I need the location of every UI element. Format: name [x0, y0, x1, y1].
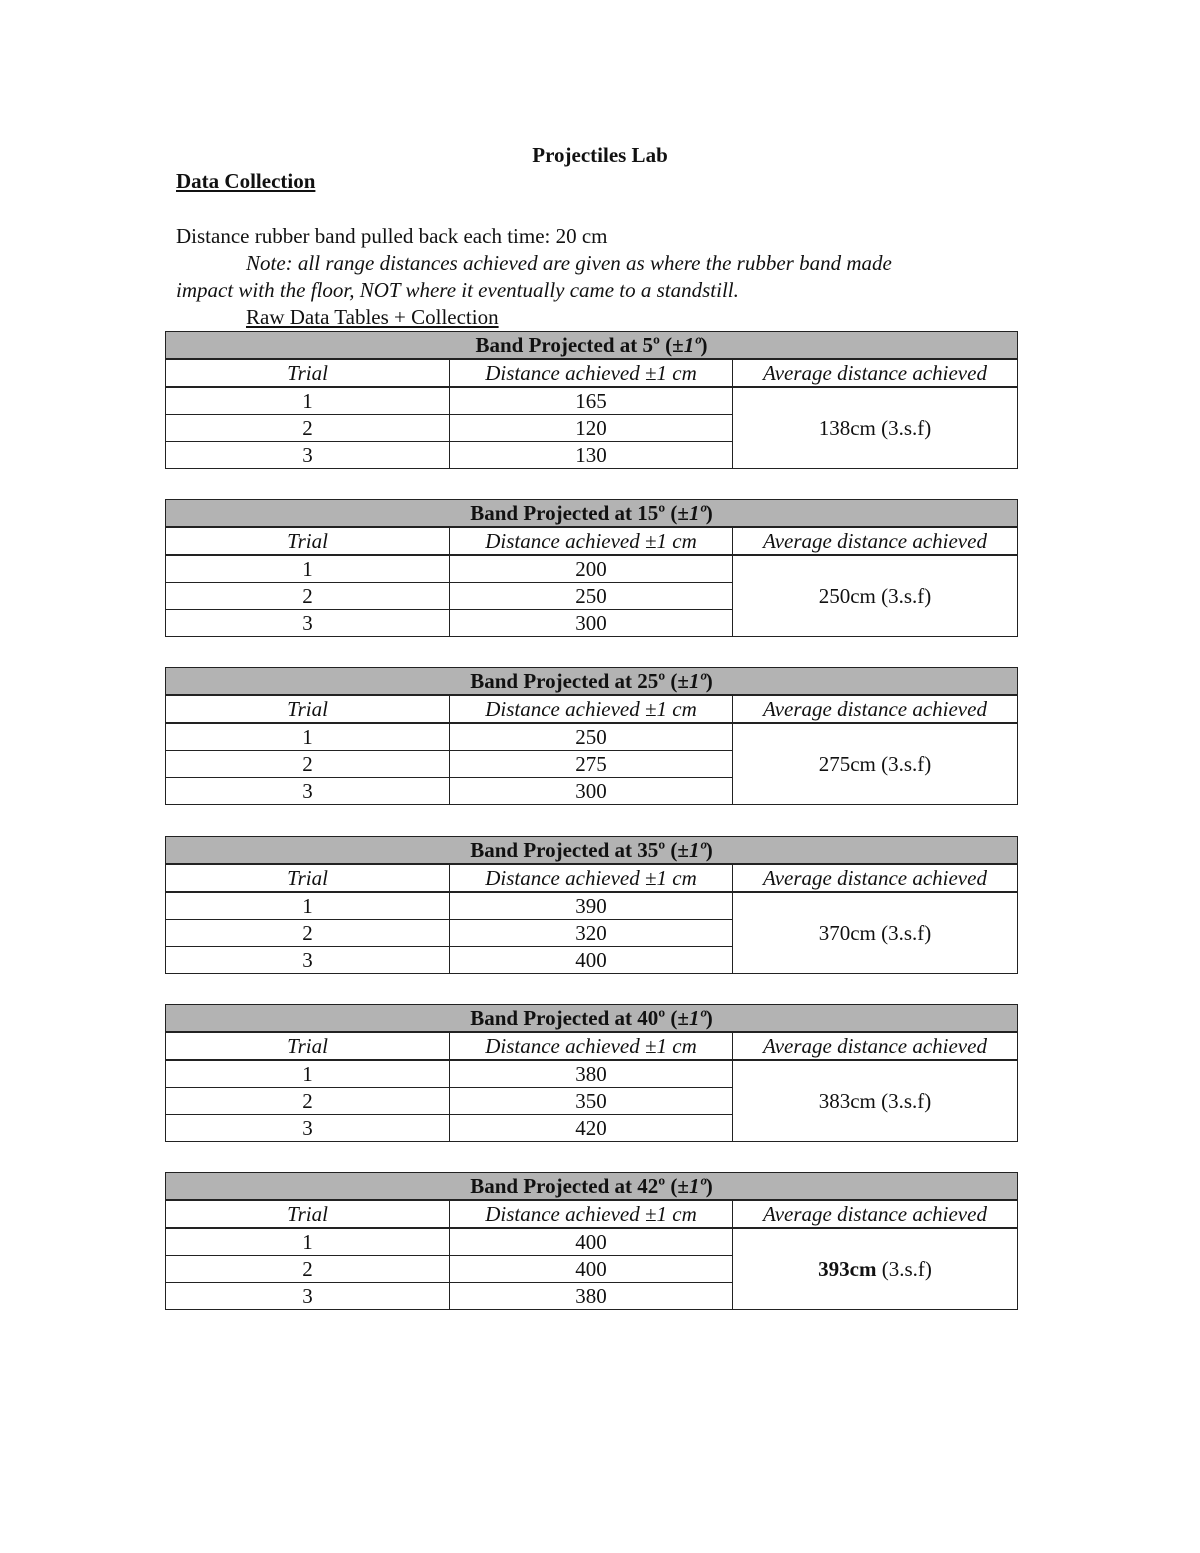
distance-cell: 120	[450, 415, 733, 442]
average-sigfig-note: (3.s.f)	[876, 1257, 932, 1281]
average-sigfig-note: (3.s.f)	[875, 1089, 932, 1113]
distance-cell: 400	[450, 947, 733, 974]
table-heading-uncertainty: 1º	[683, 333, 701, 357]
table-heading-suffix: )	[705, 1174, 713, 1198]
table-heading-text: Band Projected at 15º (±	[470, 501, 689, 525]
distance-cell: 250	[450, 723, 733, 751]
data-table	[165, 667, 1018, 805]
table-row	[166, 1060, 1018, 1088]
trial-cell: 1	[166, 723, 450, 751]
table-heading-text: Band Projected at 40º (±	[470, 1006, 689, 1030]
table-heading-suffix: )	[705, 501, 713, 525]
table-heading-text: Band Projected at 5º (±	[475, 333, 684, 357]
distance-cell: 275	[450, 751, 733, 778]
table-row	[166, 892, 1018, 920]
trial-cell: 1	[166, 387, 450, 415]
table-row	[166, 387, 1018, 415]
data-table	[165, 1004, 1018, 1142]
trial-cell: 3	[166, 947, 450, 974]
average-value: 383cm	[818, 1089, 876, 1113]
distance-cell: 130	[450, 442, 733, 469]
table-heading	[166, 837, 1018, 865]
distance-cell: 300	[450, 610, 733, 637]
column-header-trial: Trial	[166, 1200, 450, 1228]
distance-cell: 320	[450, 920, 733, 947]
average-cell	[733, 555, 1018, 637]
table-heading-text: Band Projected at 25º (±	[470, 669, 689, 693]
trial-cell: 2	[166, 1088, 450, 1115]
table-heading-suffix: )	[705, 669, 713, 693]
pullback-distance-text: Distance rubber band pulled back each time: 20 cm	[176, 224, 608, 248]
column-header-average: Average distance achieved	[733, 359, 1018, 387]
column-header-average: Average distance achieved	[733, 695, 1018, 723]
trial-cell: 1	[166, 892, 450, 920]
average-cell	[733, 723, 1018, 805]
table-heading-text: Band Projected at 42º (±	[470, 1174, 689, 1198]
column-header-trial: Trial	[166, 695, 450, 723]
table-heading-uncertainty: 1º	[688, 1174, 706, 1198]
trial-cell: 3	[166, 1115, 450, 1142]
column-header-average: Average distance achieved	[733, 527, 1018, 555]
table-heading	[166, 1173, 1018, 1201]
column-header-distance: Distance achieved ±1 cm	[450, 695, 733, 723]
note-text-line-2: impact with the floor, NOT where it eventually came to a standstill.	[176, 278, 739, 302]
average-value: 275cm	[818, 752, 876, 776]
page-title: Projectiles Lab	[532, 143, 668, 167]
table-row	[166, 1228, 1018, 1256]
average-value: 370cm	[818, 921, 876, 945]
section-heading: Data Collection	[176, 169, 316, 193]
average-sigfig-note: (3.s.f)	[875, 752, 932, 776]
table-heading	[166, 332, 1018, 360]
trial-cell: 1	[166, 555, 450, 583]
distance-cell: 350	[450, 1088, 733, 1115]
column-header-distance: Distance achieved ±1 cm	[450, 359, 733, 387]
average-value: 138cm	[818, 416, 876, 440]
table-heading	[166, 500, 1018, 528]
column-header-average: Average distance achieved	[733, 1200, 1018, 1228]
column-header-trial: Trial	[166, 359, 450, 387]
table-row	[166, 723, 1018, 751]
column-header-distance: Distance achieved ±1 cm	[450, 1032, 733, 1060]
trial-cell: 2	[166, 920, 450, 947]
column-header-distance: Distance achieved ±1 cm	[450, 864, 733, 892]
table-heading-suffix: )	[705, 838, 713, 862]
distance-cell: 165	[450, 387, 733, 415]
table-heading-suffix: )	[705, 1006, 713, 1030]
distance-cell: 250	[450, 583, 733, 610]
column-header-average: Average distance achieved	[733, 1032, 1018, 1060]
average-cell	[733, 1228, 1018, 1310]
trial-cell: 3	[166, 442, 450, 469]
table-heading	[166, 668, 1018, 696]
distance-cell: 400	[450, 1228, 733, 1256]
distance-cell: 380	[450, 1283, 733, 1310]
table-heading-suffix: )	[700, 333, 708, 357]
trial-cell: 3	[166, 610, 450, 637]
distance-cell: 380	[450, 1060, 733, 1088]
data-table	[165, 499, 1018, 637]
average-cell	[733, 1060, 1018, 1142]
trial-cell: 2	[166, 583, 450, 610]
table-heading-uncertainty: 1º	[688, 501, 706, 525]
table-heading-uncertainty: 1º	[688, 669, 706, 693]
data-table	[165, 331, 1018, 469]
column-header-average: Average distance achieved	[733, 864, 1018, 892]
trial-cell: 2	[166, 1256, 450, 1283]
average-sigfig-note: (3.s.f)	[875, 416, 932, 440]
column-header-trial: Trial	[166, 1032, 450, 1060]
trial-cell: 1	[166, 1060, 450, 1088]
data-table	[165, 1172, 1018, 1310]
trial-cell: 3	[166, 778, 450, 805]
table-heading	[166, 1005, 1018, 1033]
trial-cell: 2	[166, 751, 450, 778]
average-sigfig-note: (3.s.f)	[875, 921, 932, 945]
table-heading-text: Band Projected at 35º (±	[470, 838, 689, 862]
average-value: 393cm	[818, 1257, 877, 1281]
note-text-line-1: Note: all range distances achieved are given as where the rubber band made	[246, 251, 892, 275]
average-value: 250cm	[818, 584, 876, 608]
average-cell	[733, 892, 1018, 974]
table-heading-uncertainty: 1º	[688, 1006, 706, 1030]
distance-cell: 420	[450, 1115, 733, 1142]
raw-data-heading: Raw Data Tables + Collection	[246, 305, 499, 329]
distance-cell: 300	[450, 778, 733, 805]
trial-cell: 2	[166, 415, 450, 442]
table-row	[166, 555, 1018, 583]
data-table	[165, 836, 1018, 974]
column-header-trial: Trial	[166, 527, 450, 555]
table-heading-uncertainty: 1º	[688, 838, 706, 862]
column-header-distance: Distance achieved ±1 cm	[450, 1200, 733, 1228]
trial-cell: 1	[166, 1228, 450, 1256]
trial-cell: 3	[166, 1283, 450, 1310]
distance-cell: 400	[450, 1256, 733, 1283]
column-header-trial: Trial	[166, 864, 450, 892]
average-cell	[733, 387, 1018, 469]
column-header-distance: Distance achieved ±1 cm	[450, 527, 733, 555]
distance-cell: 200	[450, 555, 733, 583]
average-sigfig-note: (3.s.f)	[875, 584, 932, 608]
distance-cell: 390	[450, 892, 733, 920]
